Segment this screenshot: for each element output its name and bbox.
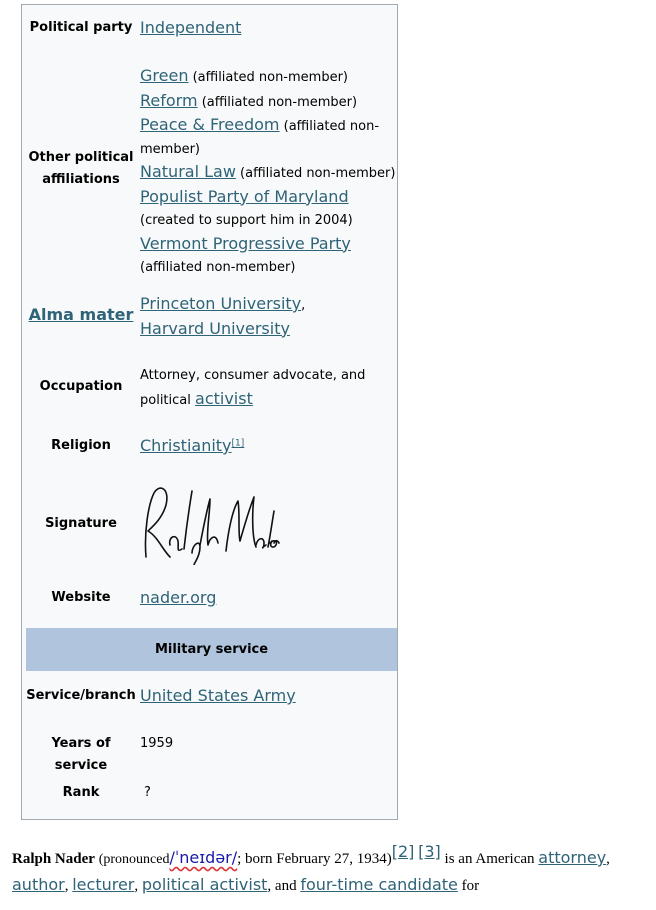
affiliations-list <box>140 65 396 280</box>
infobox-row-website <box>26 587 395 613</box>
religion-value <box>140 435 396 460</box>
years-of-service-value: 1959 <box>140 736 174 751</box>
article-subject-name: Ralph Nader <box>12 851 95 867</box>
affiliation-link-populist-maryland[interactable]: Populist Party of Maryland <box>140 186 349 206</box>
political-party-label: Political party <box>29 20 133 35</box>
affiliation-item: Vermont Progressive Party (affiliated non-member) <box>140 233 351 275</box>
affiliation-link-vermont-progressive[interactable]: Vermont Progressive Party <box>140 233 351 253</box>
infobox <box>21 4 398 820</box>
infobox-row-alma-mater <box>26 293 395 345</box>
signature-drawing <box>140 483 280 565</box>
school-link-princeton[interactable]: Princeton University <box>140 294 302 313</box>
article-lead-paragraph: Ralph Nader (pronounced/ˈneɪdər/; born February 27, 1934)[2] [3] is an American attorney, author, lecturer, political activist, and four-time candidate for <box>12 842 610 894</box>
affiliation-link-reform[interactable]: Reform <box>140 90 198 110</box>
affiliation-link-natural-law[interactable]: Natural Law <box>140 162 236 181</box>
reference-link-2[interactable]: [2] <box>391 842 415 861</box>
religion-label: Religion <box>51 438 111 453</box>
political-activist-link[interactable]: political activist <box>141 875 268 894</box>
infobox-row-service-branch <box>26 685 395 711</box>
rank-value: ? <box>144 785 151 800</box>
us-army-link[interactable]: United States Army <box>140 686 296 705</box>
affiliation-link-peace-freedom[interactable]: Peace & Freedom <box>140 115 280 134</box>
activist-link[interactable]: activist <box>195 388 253 408</box>
occupation-value: Attorney, consumer advocate, and political activist <box>140 368 366 408</box>
other-affiliations-label: Other political affiliations <box>28 150 134 187</box>
attorney-link[interactable]: attorney <box>538 848 607 867</box>
four-time-candidate-link[interactable]: four-time candidate <box>300 875 458 894</box>
infobox-row-years-of-service <box>26 733 395 773</box>
affiliation-item: Natural Law (affiliated non-member) <box>140 162 396 181</box>
ipa-pronunciation-link[interactable]: /ˈneɪdər/ <box>169 848 238 867</box>
affiliation-item: Peace & Freedom (affiliated non-member) <box>140 115 380 157</box>
affiliation-link-green[interactable]: Green <box>140 66 189 85</box>
signature-label: Signature <box>45 516 117 531</box>
military-service-header: Military service <box>26 628 397 671</box>
reference-link-1[interactable]: [1] <box>231 438 245 449</box>
infobox-row-rank <box>26 782 395 808</box>
christianity-link[interactable]: Christianity <box>140 436 232 455</box>
website-link[interactable]: nader.org <box>140 588 217 607</box>
website-label: Website <box>51 590 111 605</box>
infobox-row-political-party <box>26 17 395 43</box>
lecturer-link[interactable]: lecturer <box>72 875 135 894</box>
reference-link-3[interactable]: [3] <box>418 842 441 861</box>
infobox-row-religion <box>26 435 395 461</box>
rank-label: Rank <box>62 785 100 800</box>
affiliation-item: Green (affiliated non-member) <box>140 66 348 85</box>
infobox-row-occupation <box>26 365 395 413</box>
occupation-label: Occupation <box>39 379 123 394</box>
affiliation-item: Reform (affiliated non-member) <box>140 90 358 110</box>
signature-image <box>140 483 396 565</box>
infobox-row-signature <box>26 483 395 565</box>
author-link[interactable]: author <box>12 875 65 894</box>
political-party-link[interactable]: Independent <box>140 18 242 37</box>
school-link-harvard[interactable]: Harvard University <box>140 318 290 338</box>
years-of-service-label: Years of service <box>51 736 111 773</box>
infobox-row-other-affiliations <box>26 65 396 275</box>
service-branch-label: Service/branch <box>26 688 136 703</box>
alma-mater-label-link[interactable]: Alma mater <box>28 305 134 324</box>
affiliation-item: Populist Party of Maryland (created to support him in 2004) <box>140 186 353 228</box>
alma-mater-value: Princeton University, Harvard University <box>140 294 306 338</box>
